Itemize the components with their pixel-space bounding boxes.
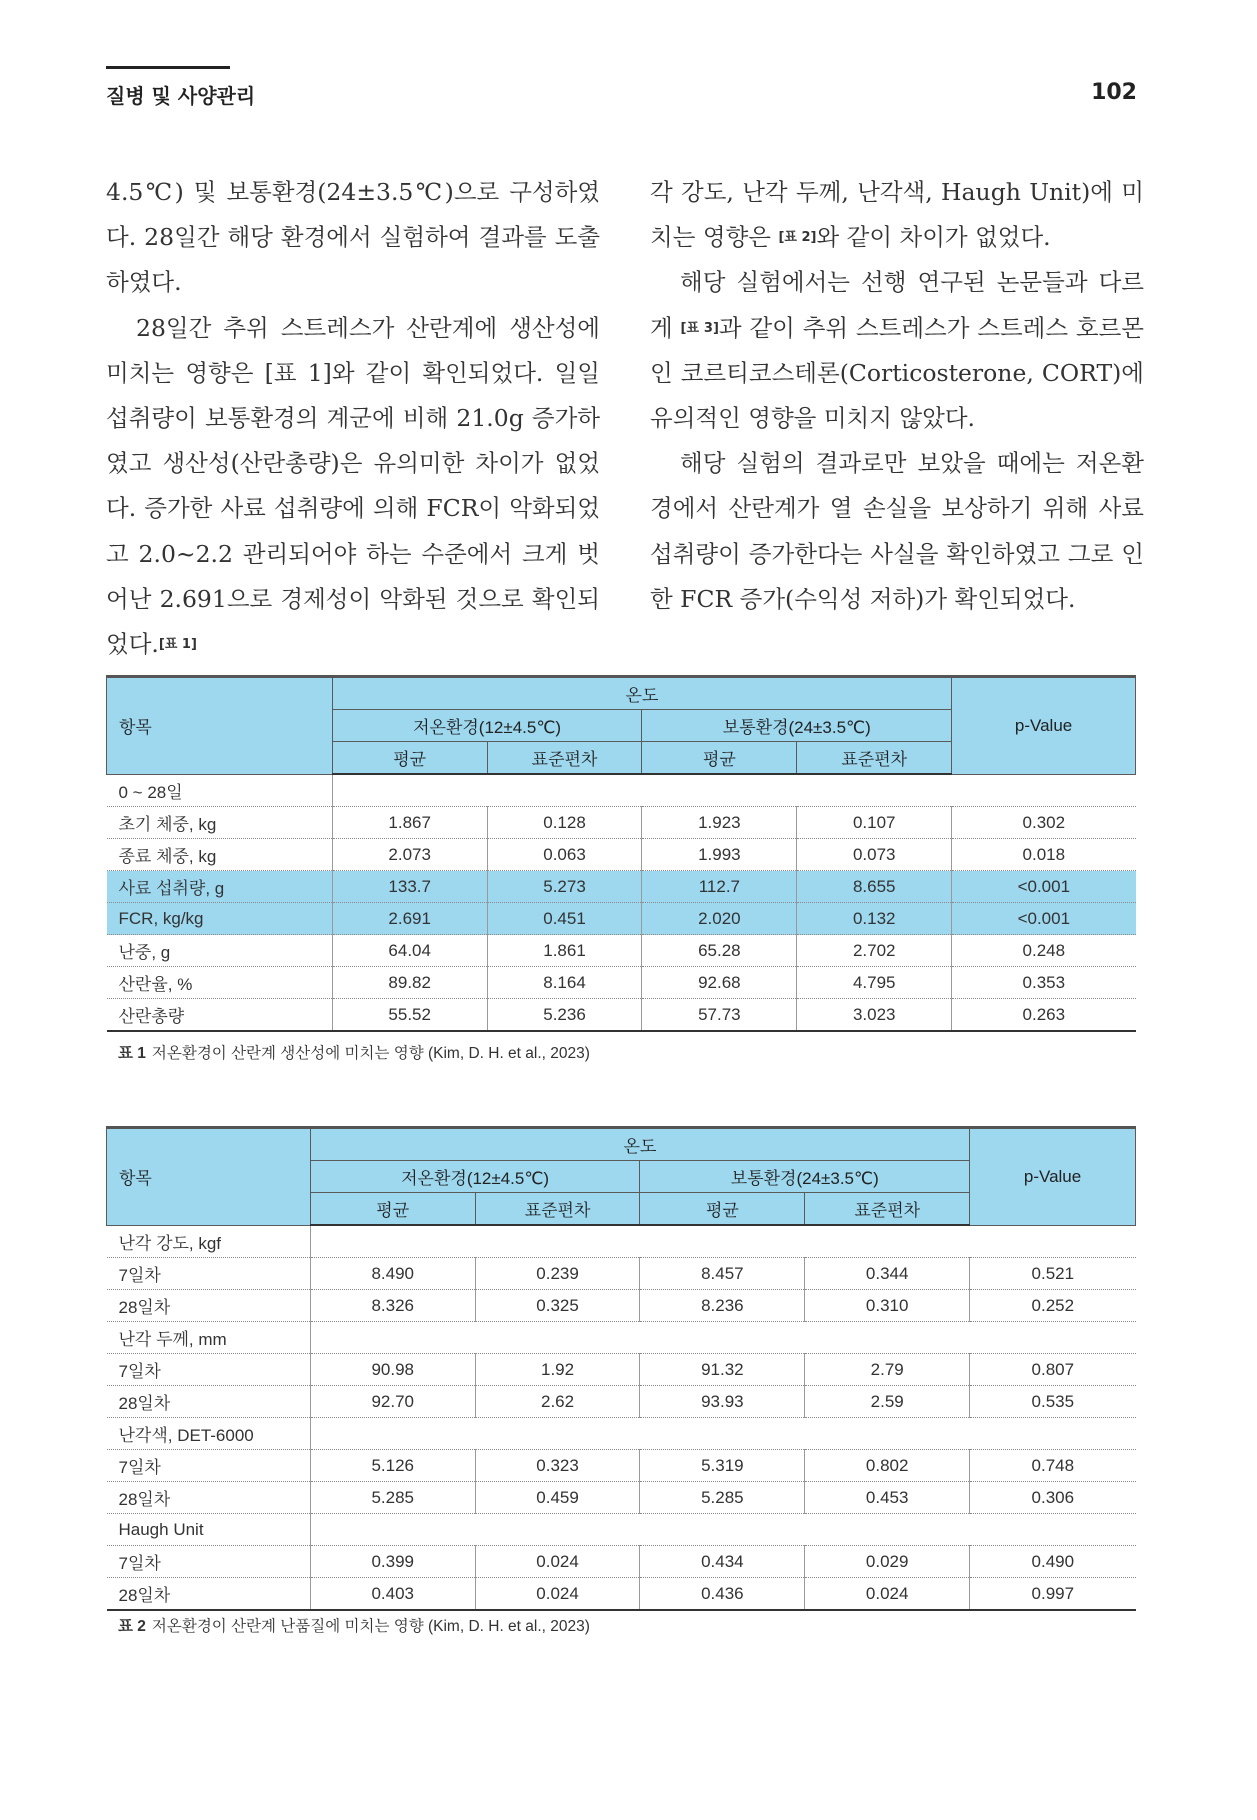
pvalue-cell: 0.252	[970, 1290, 1136, 1322]
normal-mean-cell: 112.7	[642, 871, 797, 903]
column-header-sd: 표준편차	[797, 742, 952, 775]
normal-sd-cell: 0.802	[805, 1450, 970, 1482]
low-mean-cell: 55.52	[332, 999, 487, 1032]
row-label: 28일차	[107, 1578, 311, 1611]
normal-sd-cell: 8.655	[797, 871, 952, 903]
table-row	[107, 1482, 1136, 1514]
group-label: 난각 강도, kgf	[107, 1225, 311, 1258]
row-label: 7일차	[107, 1450, 311, 1482]
paragraph-text: 와 같이 차이가 없었다.	[816, 223, 1051, 252]
pvalue-cell: 0.521	[970, 1258, 1136, 1290]
pvalue-cell: 0.306	[970, 1482, 1136, 1514]
low-sd-cell: 0.128	[487, 807, 642, 839]
table-productivity	[106, 675, 1136, 1032]
normal-mean-cell: 0.436	[640, 1578, 805, 1611]
normal-mean-cell: 91.32	[640, 1354, 805, 1386]
header-rule	[106, 66, 230, 69]
table-group-row	[107, 1322, 1136, 1354]
normal-mean-cell: 2.020	[642, 903, 797, 935]
caption-label: 표 2	[118, 1618, 146, 1635]
low-sd-cell: 5.236	[487, 999, 642, 1032]
table-row	[107, 1290, 1136, 1322]
column-header-temperature: 온도	[310, 1128, 969, 1161]
table-row	[107, 967, 1136, 999]
table-egg-quality	[106, 1126, 1136, 1611]
column-header-normal-env: 보통환경(24±3.5℃)	[640, 1161, 970, 1193]
caption-text: 저온환경이 산란계 난품질에 미치는 영향 (Kim, D. H. et al., 2023)	[151, 1618, 590, 1635]
table-group-row	[107, 1225, 1136, 1258]
table-group-row	[107, 1418, 1136, 1450]
column-header-low-env: 저온환경(12±4.5℃)	[310, 1161, 640, 1193]
normal-mean-cell: 57.73	[642, 999, 797, 1032]
table-row	[107, 1386, 1136, 1418]
normal-sd-cell: 2.79	[805, 1354, 970, 1386]
normal-sd-cell: 0.073	[797, 839, 952, 871]
low-mean-cell: 92.70	[310, 1386, 475, 1418]
pvalue-cell: 0.997	[970, 1578, 1136, 1611]
low-mean-cell: 1.867	[332, 807, 487, 839]
normal-sd-cell: 0.344	[805, 1258, 970, 1290]
row-label: 사료 섭취량, g	[107, 871, 333, 903]
column-header-item: 항목	[107, 677, 333, 775]
low-mean-cell: 2.691	[332, 903, 487, 935]
empty-cell	[310, 1322, 1135, 1354]
row-label: 7일차	[107, 1258, 311, 1290]
column-header-low-env: 저온환경(12±4.5℃)	[332, 710, 642, 742]
table-reference[interactable]: [표 1]	[158, 637, 197, 653]
paragraph-text: 28일간 추위 스트레스가 산란계에 생산성에 미치는 영향은 [표 1]와 같이 확인되었다. 일일섭취량이 보통환경의 계군에 비해 21.0g 증가하였고 생산성(산란총량)은 유의미한 차이가 없었다. 증가한 사료 섭취량에 의해 FCR이 악화되었고 2.0~2.2 관리되어야 하는 수준에서 크게 벗어난 2.691으로 경제성이 악화된 것으로 확인되었다.	[106, 313, 600, 659]
paragraph	[106, 306, 600, 668]
normal-sd-cell: 2.59	[805, 1386, 970, 1418]
column-header-pvalue: p-Value	[952, 677, 1136, 775]
table-row	[107, 999, 1136, 1032]
low-mean-cell: 0.403	[310, 1578, 475, 1611]
normal-mean-cell: 1.993	[642, 839, 797, 871]
low-sd-cell: 5.273	[487, 871, 642, 903]
normal-mean-cell: 0.434	[640, 1546, 805, 1578]
column-header-mean: 평균	[310, 1193, 475, 1226]
low-mean-cell: 5.285	[310, 1482, 475, 1514]
normal-sd-cell: 4.795	[797, 967, 952, 999]
pvalue-cell: 0.263	[952, 999, 1136, 1032]
caption-label: 표 1	[118, 1045, 146, 1062]
table-row	[107, 871, 1136, 903]
pvalue-cell: <0.001	[952, 871, 1136, 903]
normal-sd-cell: 0.107	[797, 807, 952, 839]
normal-sd-cell: 2.702	[797, 935, 952, 967]
low-mean-cell: 0.399	[310, 1546, 475, 1578]
table-reference[interactable]: [표 2]	[778, 230, 817, 246]
group-label: Haugh Unit	[107, 1514, 311, 1546]
column-header-mean: 평균	[332, 742, 487, 775]
low-sd-cell: 1.92	[475, 1354, 640, 1386]
section-title: 질병 및 사양관리	[106, 84, 256, 108]
normal-mean-cell: 92.68	[642, 967, 797, 999]
table-row	[107, 1578, 1136, 1611]
row-label: 28일차	[107, 1386, 311, 1418]
normal-sd-cell: 0.453	[805, 1482, 970, 1514]
low-sd-cell: 0.323	[475, 1450, 640, 1482]
page-number: 102	[1091, 80, 1137, 105]
paragraph	[650, 260, 1144, 441]
table-row	[107, 1450, 1136, 1482]
group-label: 0 ~ 28일	[107, 774, 333, 807]
pvalue-cell: 0.490	[970, 1546, 1136, 1578]
normal-mean-cell: 5.319	[640, 1450, 805, 1482]
table-row	[107, 1354, 1136, 1386]
paragraph: 4.5℃) 및 보통환경(24±3.5℃)으로 구성하였다. 28일간 해당 환경에서 실험하여 결과를 도출하였다.	[106, 178, 600, 297]
caption-text: 저온환경이 산란계 생산성에 미치는 영향 (Kim, D. H. et al., 2023)	[151, 1045, 590, 1062]
paragraph-text: 해당 실험에서는 선행 연구된 논문들과 다르게	[650, 268, 1144, 342]
low-mean-cell: 89.82	[332, 967, 487, 999]
table-row	[107, 1546, 1136, 1578]
pvalue-cell: 0.807	[970, 1354, 1136, 1386]
low-sd-cell: 0.459	[475, 1482, 640, 1514]
low-sd-cell: 0.451	[487, 903, 642, 935]
low-mean-cell: 2.073	[332, 839, 487, 871]
normal-sd-cell: 0.132	[797, 903, 952, 935]
row-label: 28일차	[107, 1290, 311, 1322]
table-row	[107, 839, 1136, 871]
low-sd-cell: 0.239	[475, 1258, 640, 1290]
row-label: 종료 체중, kg	[107, 839, 333, 871]
low-sd-cell: 0.024	[475, 1546, 640, 1578]
group-label: 난각 두께, mm	[107, 1322, 311, 1354]
row-label: 산란율, %	[107, 967, 333, 999]
normal-mean-cell: 93.93	[640, 1386, 805, 1418]
pvalue-cell: 0.535	[970, 1386, 1136, 1418]
normal-mean-cell: 5.285	[640, 1482, 805, 1514]
group-label: 난각색, DET-6000	[107, 1418, 311, 1450]
row-label: 산란총량	[107, 999, 333, 1032]
table-caption	[118, 1041, 590, 1063]
table-row	[107, 903, 1136, 935]
body-column-left	[106, 170, 600, 712]
column-header-item: 항목	[107, 1128, 311, 1226]
column-header-mean: 평균	[642, 742, 797, 775]
low-mean-cell: 8.326	[310, 1290, 475, 1322]
low-sd-cell: 1.861	[487, 935, 642, 967]
row-label: 28일차	[107, 1482, 311, 1514]
row-label: 7일차	[107, 1546, 311, 1578]
column-header-sd: 표준편차	[475, 1193, 640, 1226]
pvalue-cell: 0.302	[952, 807, 1136, 839]
low-sd-cell: 2.62	[475, 1386, 640, 1418]
body-column-right	[650, 170, 1144, 622]
paragraph-text: 각 강도, 난각 두께, 난각색, Haugh Unit)에 미치는 영향은	[650, 178, 1144, 252]
pvalue-cell: 0.353	[952, 967, 1136, 999]
column-header-sd: 표준편차	[805, 1193, 970, 1226]
pvalue-cell: 0.018	[952, 839, 1136, 871]
paragraph: 해당 실험의 결과로만 보았을 때에는 저온환경에서 산란계가 열 손실을 보상하기 위해 사료섭취량이 증가한다는 사실을 확인하였고 그로 인한 FCR 증가(수익성 저하)가 확인되었다.	[650, 449, 1144, 613]
low-sd-cell: 0.325	[475, 1290, 640, 1322]
normal-mean-cell: 8.236	[640, 1290, 805, 1322]
row-label: 난중, g	[107, 935, 333, 967]
column-header-normal-env: 보통환경(24±3.5℃)	[642, 710, 952, 742]
normal-mean-cell: 65.28	[642, 935, 797, 967]
table-group-row	[107, 774, 1136, 807]
pvalue-cell: 0.248	[952, 935, 1136, 967]
empty-cell	[310, 1514, 1135, 1546]
low-mean-cell: 90.98	[310, 1354, 475, 1386]
normal-sd-cell: 0.024	[805, 1578, 970, 1611]
normal-sd-cell: 0.310	[805, 1290, 970, 1322]
pvalue-cell: 0.748	[970, 1450, 1136, 1482]
empty-cell	[310, 1225, 1135, 1258]
low-mean-cell: 5.126	[310, 1450, 475, 1482]
table-row	[107, 807, 1136, 839]
paragraph-text: 과 같이 추위 스트레스가 스트레스 호르몬인 코르티코스테론(Corticosterone, CORT)에 유의적인 영향을 미치지 않았다.	[650, 313, 1144, 433]
empty-cell	[332, 774, 1135, 807]
column-header-pvalue: p-Value	[970, 1128, 1136, 1226]
normal-sd-cell: 3.023	[797, 999, 952, 1032]
row-label: 7일차	[107, 1354, 311, 1386]
table-row	[107, 1258, 1136, 1290]
pvalue-cell: <0.001	[952, 903, 1136, 935]
empty-cell	[310, 1418, 1135, 1450]
table-reference[interactable]: [표 3]	[680, 320, 719, 336]
normal-sd-cell: 0.029	[805, 1546, 970, 1578]
paragraph	[650, 170, 1144, 260]
row-label: 초기 체중, kg	[107, 807, 333, 839]
low-mean-cell: 8.490	[310, 1258, 475, 1290]
low-mean-cell: 133.7	[332, 871, 487, 903]
low-sd-cell: 8.164	[487, 967, 642, 999]
low-sd-cell: 0.024	[475, 1578, 640, 1611]
low-mean-cell: 64.04	[332, 935, 487, 967]
table-group-row	[107, 1514, 1136, 1546]
column-header-temperature: 온도	[332, 677, 951, 710]
row-label: FCR, kg/kg	[107, 903, 333, 935]
normal-mean-cell: 1.923	[642, 807, 797, 839]
low-sd-cell: 0.063	[487, 839, 642, 871]
column-header-sd: 표준편차	[487, 742, 642, 775]
table-caption	[118, 1614, 590, 1636]
normal-mean-cell: 8.457	[640, 1258, 805, 1290]
column-header-mean: 평균	[640, 1193, 805, 1226]
table-row	[107, 935, 1136, 967]
